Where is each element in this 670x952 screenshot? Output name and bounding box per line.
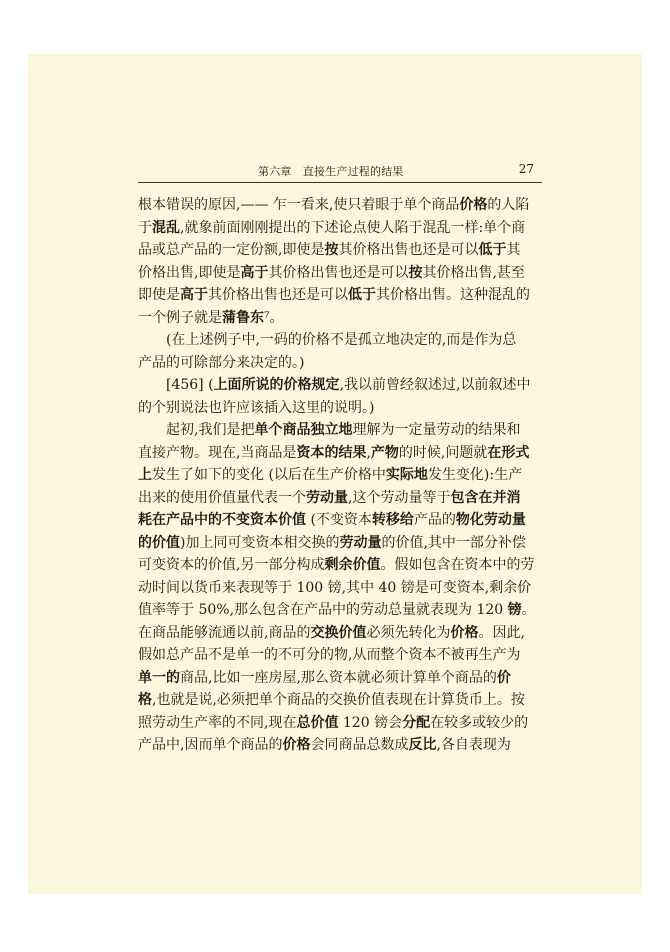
emphasized-text: 劳动量 <box>306 489 348 506</box>
emphasized-text: 单一的 <box>138 669 180 686</box>
text-line <box>138 554 542 577</box>
text-line <box>138 352 542 375</box>
text-line <box>138 689 542 712</box>
text-run: (不变资本 <box>306 512 372 528</box>
text-run: 其价格出售也还是可以 <box>268 264 409 281</box>
emphasized-text: 剩余价值 <box>324 557 381 573</box>
emphasized-text: 按 <box>408 264 423 281</box>
text-line <box>138 532 542 555</box>
text-run: 120 镑会 <box>338 714 403 731</box>
text-line <box>138 194 542 217</box>
text-run: 会同商品总数成 <box>310 737 409 753</box>
emphasized-text: 高于 <box>180 287 208 303</box>
emphasized-text: 在形式 <box>487 444 530 461</box>
text-run: , <box>366 444 371 461</box>
emphasized-text: 反比 <box>408 737 437 753</box>
text-run: ,也就是说,必须把单个商品的交换价值表现在计算货币上。按 <box>152 692 525 708</box>
text-run: 发生变化):生产 <box>427 467 523 483</box>
page-number: 27 <box>518 162 534 176</box>
text-run: 出来的使用价值量代表一个 <box>138 489 306 506</box>
emphasized-text: 产物 <box>370 444 399 461</box>
text-line <box>138 262 542 285</box>
text-run: 动时间以货币来表现等于 100 镑,其中 40 镑是可变资本,剩余价 <box>138 579 532 596</box>
emphasized-text: 转移给 <box>371 512 414 528</box>
text-run: 发生了如下的变化 (以后在生产价格中 <box>152 467 386 483</box>
emphasized-text: 价格 <box>450 624 479 641</box>
text-run: ,这个劳动量等于 <box>348 489 451 506</box>
text-run: 根本错误的原因,—— 乍一看来,使只着眼于单个商品 <box>138 197 460 213</box>
emphasized-text: 蒲鲁东 <box>222 309 264 326</box>
text-line <box>138 442 542 465</box>
text-run: [456] ( <box>166 377 214 393</box>
text-run: 起初,我们是把 <box>166 422 255 438</box>
text-run: 其价格出售也还是可以 <box>208 287 348 303</box>
emphasized-text: 分配 <box>402 714 431 731</box>
emphasized-text: 资本的结果 <box>296 444 367 461</box>
emphasized-text: 总价值 <box>296 714 339 731</box>
text-run: 必须先转化为 <box>366 624 451 641</box>
text-line <box>138 487 542 510</box>
emphasized-text: 耗在产品中的不变资本价值 <box>138 512 306 528</box>
text-line <box>138 397 542 420</box>
text-run: 产品的 <box>413 512 456 528</box>
text-run: 产品中,因而单个商品的 <box>138 737 283 753</box>
emphasized-text: 镑 <box>507 602 522 618</box>
emphasized-text: 价格 <box>459 197 488 213</box>
text-run: 一个例子就是 <box>138 309 222 326</box>
text-run: 理解为一定量劳动的结果和 <box>352 422 521 438</box>
text-run: 即使是 <box>138 287 180 303</box>
text-run: 的时候,问题就 <box>398 444 488 461</box>
emphasized-text: 格 <box>138 692 152 708</box>
text-run: 。假如包含在资本中的劳 <box>380 557 535 573</box>
text-run: 价格出售,即使是 <box>138 264 241 281</box>
text-run: 于 <box>138 219 152 236</box>
text-line <box>138 284 542 307</box>
text-line <box>138 734 542 757</box>
emphasized-text: 劳动量 <box>339 534 382 551</box>
emphasized-text: 实际地 <box>385 467 428 483</box>
text-run: ,各自表现为 <box>436 737 511 753</box>
emphasized-text: 价格 <box>282 737 311 753</box>
text-line <box>138 374 542 397</box>
text-line <box>138 329 542 352</box>
emphasized-text: 单个商品独立地 <box>254 422 353 438</box>
text-run: )加上同可变资本相交换的 <box>180 534 340 551</box>
emphasized-text: 上 <box>138 467 152 483</box>
book-page <box>28 54 642 894</box>
text-run: ⁷。 <box>264 309 284 326</box>
emphasized-text: 交换价值 <box>310 624 367 641</box>
text-run: 在商品能够流通以前,商品的 <box>138 624 311 641</box>
text-run: 照劳动生产率的不同,现在 <box>138 714 297 731</box>
emphasized-text: 低于 <box>348 287 376 303</box>
text-run: 假如总产品不是单一的不可分的物,从而整个资本不被再生产为 <box>138 647 521 663</box>
text-run: (在上述例子中,一码的价格不是孤立地决定的,而是作为总 <box>166 332 517 348</box>
text-line <box>138 464 542 487</box>
text-run: 的人陷 <box>487 197 530 213</box>
emphasized-text: 混乱 <box>152 219 180 236</box>
emphasized-text: 价 <box>496 669 511 686</box>
emphasized-text: 高于 <box>240 264 269 281</box>
text-run: 其 <box>506 242 521 258</box>
emphasized-text: 低于 <box>478 242 507 258</box>
text-line <box>138 622 542 645</box>
text-line <box>138 239 542 262</box>
text-line <box>138 509 542 532</box>
text-run: ,我以前曾经叙述过,以前叙述中 <box>339 377 531 393</box>
text-run: 的价值,其中一部分补偿 <box>381 534 526 551</box>
text-run: 商品,比如一座房屋,那么资本就必须计算单个商品的 <box>180 669 497 686</box>
body-text <box>138 194 542 757</box>
text-run: 在较多或较少的 <box>430 714 529 731</box>
text-run: 品或总产品的一定份额,即使是 <box>138 242 325 258</box>
chapter-title: 第六章 直接生产过程的结果 <box>258 165 404 178</box>
text-line <box>138 644 542 667</box>
text-run: 其价格出售,甚至 <box>422 264 525 281</box>
emphasized-text: 上面所说的价格规定 <box>213 377 340 393</box>
emphasized-text: 物化劳动量 <box>455 512 526 528</box>
text-line <box>138 307 542 330</box>
text-run: 。因此, <box>478 624 525 641</box>
text-run: 其价格出售。这种混乱的 <box>376 287 530 303</box>
text-line <box>138 217 542 240</box>
text-line <box>138 577 542 600</box>
text-run: 其价格出售也还是可以 <box>338 242 479 258</box>
emphasized-text: 的价值 <box>138 534 180 551</box>
text-run: ,就象前面刚刚提出的下述论点使人陷于混乱一样:单个商 <box>180 219 526 236</box>
text-line <box>138 599 542 622</box>
text-run: 直接产物。现在,当商品是 <box>138 444 297 461</box>
text-run: 产品的可除部分来决定的。) <box>138 354 305 371</box>
emphasized-text: 按 <box>324 242 339 258</box>
text-run: 。 <box>521 602 536 618</box>
text-line <box>138 712 542 735</box>
running-header <box>138 160 542 183</box>
text-line <box>138 667 542 690</box>
text-line <box>138 419 542 442</box>
text-run: 值率等于 50%,那么包含在产品中的劳动总量就表现为 120 <box>138 602 508 618</box>
text-run: 可变资本的价值,另一部分构成 <box>138 557 325 573</box>
text-run: 的个别说法也许应该插入这里的说明。) <box>138 399 375 416</box>
emphasized-text: 包含在并消 <box>450 489 521 506</box>
